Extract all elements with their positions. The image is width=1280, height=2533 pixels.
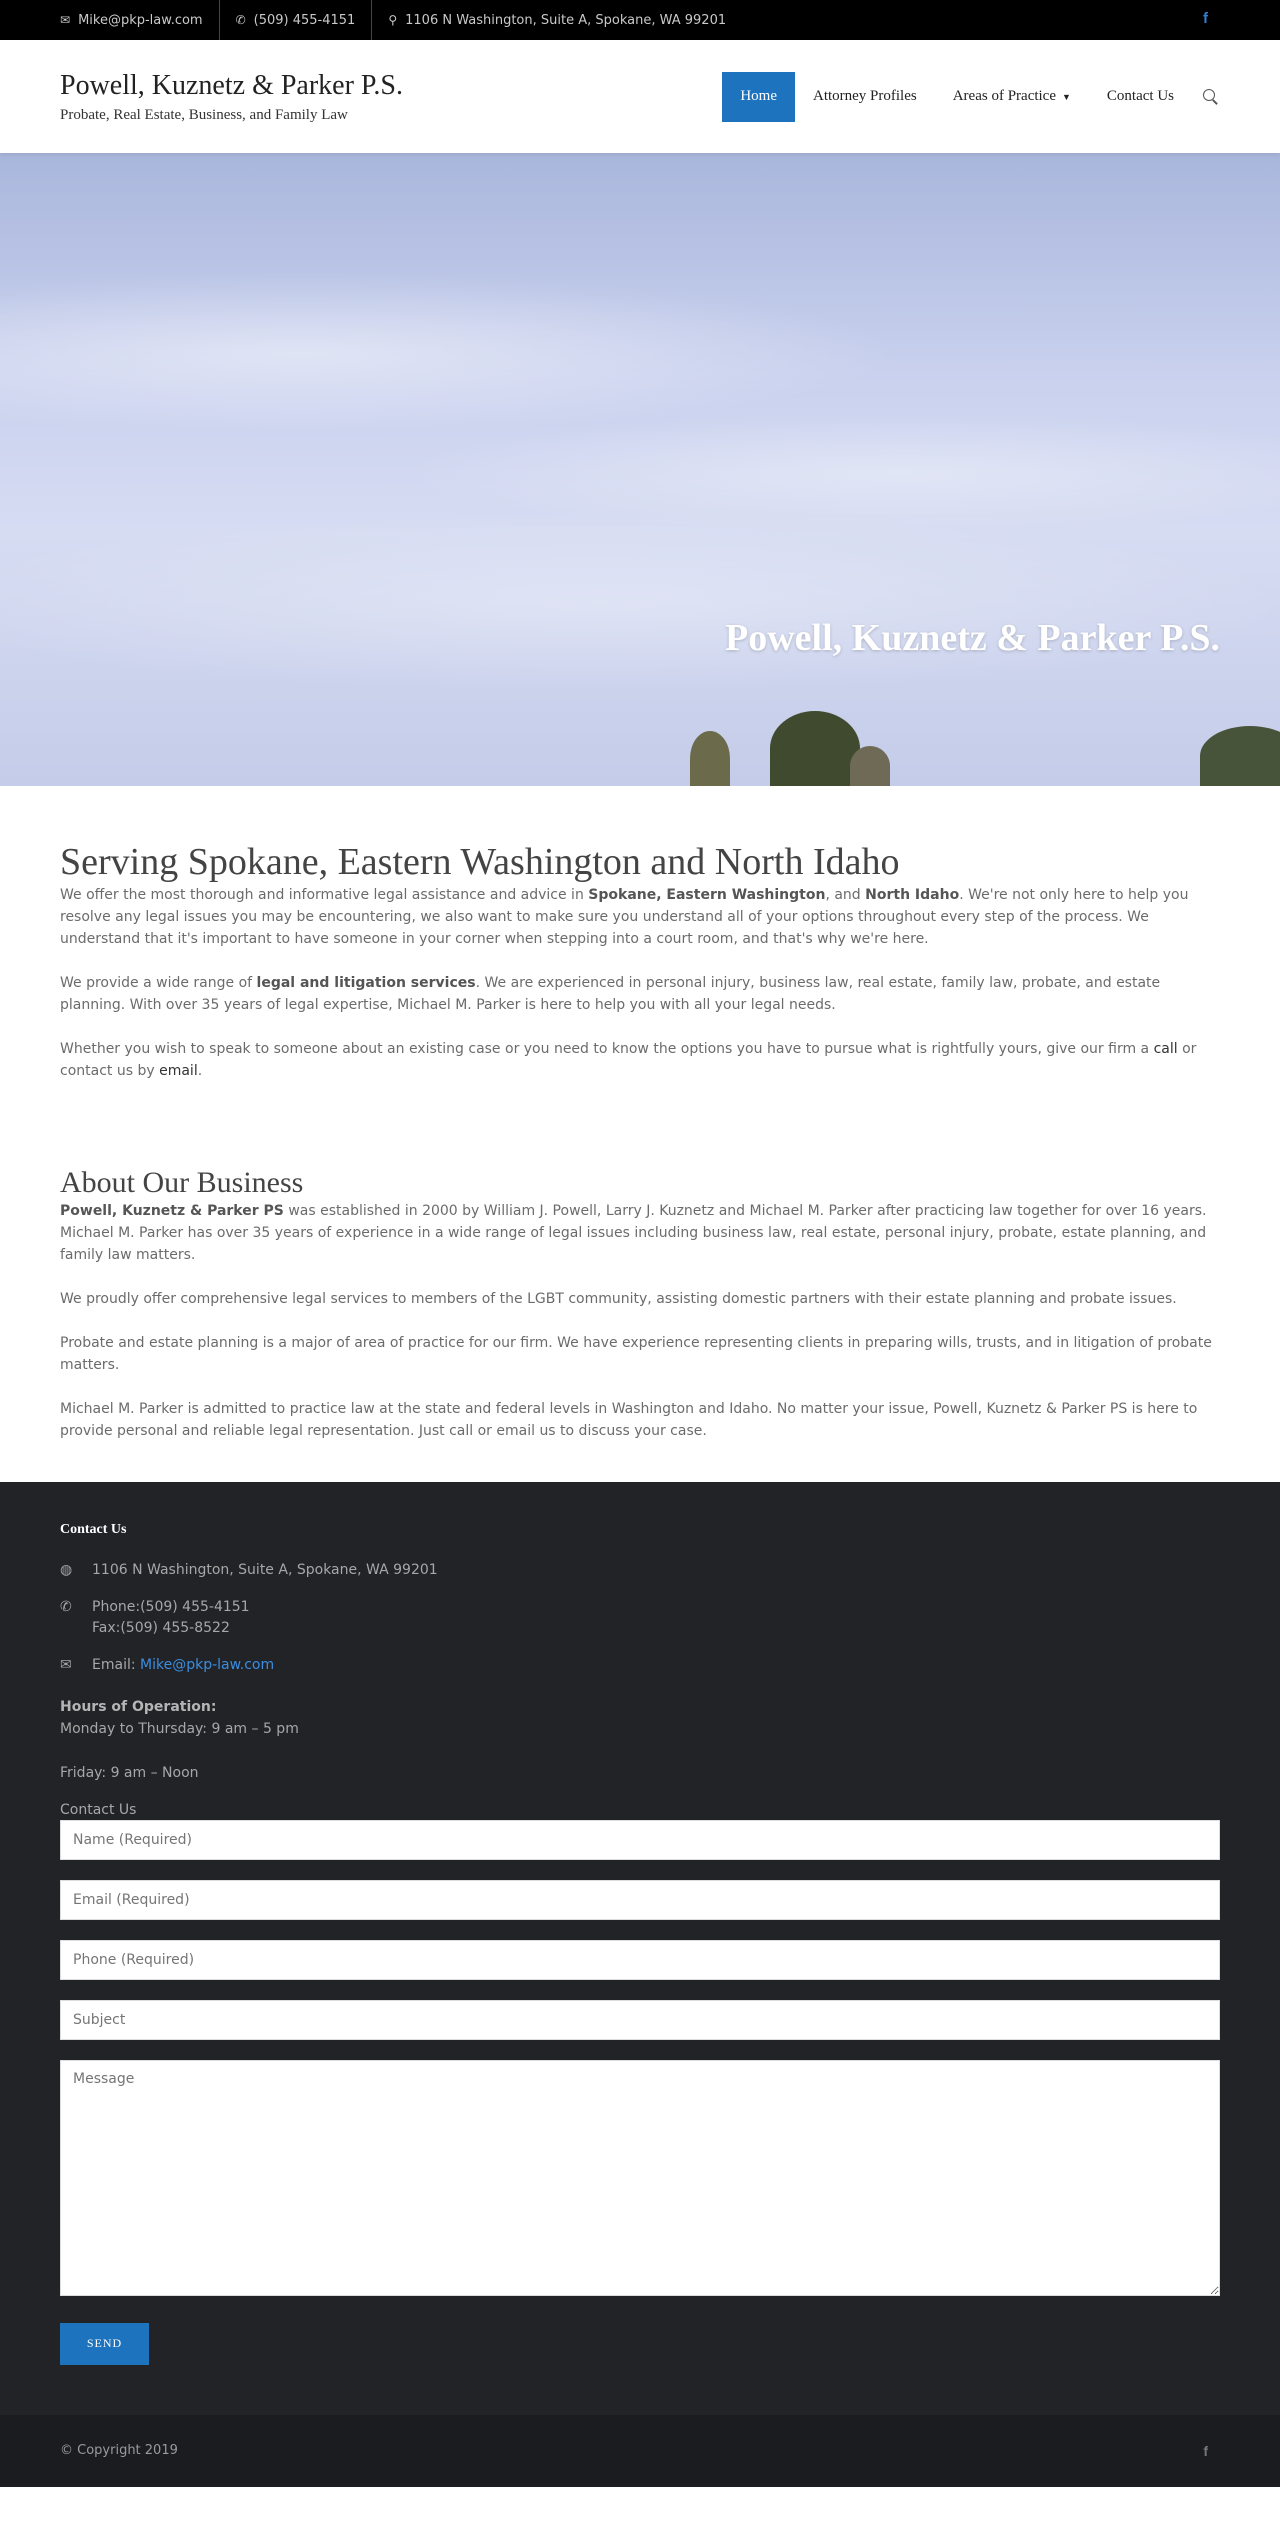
nav-attorney-profiles[interactable]: Attorney Profiles: [812, 88, 917, 104]
serving-paragraph-1: We offer the most thorough and informative legal assistance and advice in Spokane, Eastern Washington, and North Idaho. We're not only here to help you resolve any legal issues you may be encountering, we also want to make sure you understand all of your options throughout every step of the process. We understand that it's important to have someone in your corner when stepping into a court room, and that's why we're here.: [60, 886, 1189, 947]
tree-silhouette: [850, 746, 890, 786]
chevron-down-icon: ▼: [1062, 91, 1071, 102]
phone-icon: ✆: [60, 1598, 72, 1615]
footer-title: Contact Us: [60, 1521, 127, 1537]
phone-icon: ✆: [235, 13, 246, 27]
about-paragraph-2: We proudly offer comprehensive legal services to members of the LGBT community, assisting domestic partners with their estate planning and probate issues.: [60, 1290, 1177, 1307]
facebook-icon[interactable]: f: [1203, 2442, 1208, 2459]
site-title[interactable]: Powell, Kuznetz & Parker P.S.: [60, 70, 403, 102]
main-nav: [722, 40, 1220, 153]
nav-contact-us[interactable]: Contact Us: [1106, 88, 1174, 104]
hero-banner: [0, 153, 1280, 786]
nav-home[interactable]: Home: [722, 72, 795, 122]
phone-field[interactable]: [60, 1940, 1220, 1980]
footer: [0, 1482, 1280, 2415]
envelope-icon: ✉: [60, 13, 71, 27]
bottom-bar: [0, 2415, 1280, 2487]
serving-section: [60, 884, 1220, 1082]
contact-form: [60, 1820, 1220, 2365]
hero-title: Powell, Kuznetz & Parker P.S.: [725, 617, 1220, 659]
email-link[interactable]: email: [159, 1062, 198, 1079]
globe-icon: ◍: [60, 1561, 73, 1578]
about-paragraph-3: Probate and estate planning is a major of area of practice for our firm. We have experience representing clients in preparing wills, trusts, and in litigation of probate matters.: [60, 1334, 1212, 1373]
nav-areas-label: Areas of Practice: [952, 88, 1056, 104]
contact-form-label: Contact Us: [60, 1801, 137, 1818]
topbar-phone-text[interactable]: (509) 455-4151: [253, 12, 356, 28]
footer-email-link[interactable]: Mike@pkp-law.com: [140, 1656, 275, 1673]
footer-fax-text: Fax:(509) 455-8522: [92, 1619, 230, 1636]
topbar-email[interactable]: [60, 0, 220, 40]
call-link[interactable]: call: [1153, 1040, 1178, 1057]
brand[interactable]: [60, 69, 403, 124]
name-field[interactable]: [60, 1820, 1220, 1860]
send-button[interactable]: SEND: [60, 2323, 149, 2365]
hours-label: Hours of Operation:: [60, 1698, 217, 1715]
site-header: [0, 40, 1280, 153]
copyright: © Copyright 2019: [60, 2443, 178, 2459]
serving-paragraph-3: Whether you wish to speak to someone about an existing case or you need to know the options you have to pursue what is rightfully yours, give our firm a call or contact us by email.: [60, 1040, 1197, 1079]
tree-silhouette: [1200, 726, 1280, 786]
email-field[interactable]: [60, 1880, 1220, 1920]
hours-of-operation: [60, 1696, 1220, 1784]
about-heading: About Our Business: [60, 1165, 304, 1199]
topbar-address-text: 1106 N Washington, Suite A, Spokane, WA 99201: [405, 12, 727, 28]
facebook-icon[interactable]: f: [1203, 10, 1208, 27]
subject-field[interactable]: [60, 2000, 1220, 2040]
serving-paragraph-2: We provide a wide range of legal and litigation services. We are experienced in personal injury, business law, real estate, family law, probate, and estate planning. With over 35 years of legal expertise, Michael M. Parker is here to help you with all your legal needs.: [60, 974, 1161, 1013]
footer-phone-text[interactable]: Phone:(509) 455-4151: [92, 1598, 250, 1615]
tree-silhouette: [690, 731, 730, 786]
footer-address: ◍ 1106 N Washington, Suite A, Spokane, WA 99201: [60, 1560, 1220, 1581]
topbar-email-text[interactable]: Mike@pkp-law.com: [78, 12, 203, 28]
hours-friday: Friday: 9 am – Noon: [60, 1764, 199, 1781]
search-icon[interactable]: [1202, 88, 1220, 106]
top-bar: [0, 0, 1280, 40]
tree-silhouette: [770, 711, 860, 786]
map-marker-icon: ⚲: [388, 13, 398, 27]
envelope-open-icon: ✉: [60, 1656, 72, 1673]
message-field[interactable]: [60, 2060, 1220, 2296]
topbar-address: [372, 0, 742, 40]
about-section: [60, 1200, 1220, 1442]
about-paragraph-1: Powell, Kuznetz & Parker PS was established in 2000 by William J. Powell, Larry J. Kuznetz and Michael M. Parker after practicing law together for over 16 years. Michael M. Parker has over 35 years of experience in a wide range of legal issues including business law, real estate, personal injury, probate, estate planning, and family law matters.: [60, 1202, 1207, 1263]
serving-heading: Serving Spokane, Eastern Washington and North Idaho: [60, 841, 900, 883]
main-content: [0, 786, 1280, 1482]
footer-email: ✉ Email: Mike@pkp-law.com: [60, 1655, 1220, 1676]
footer-phone: [60, 1597, 1220, 1639]
about-paragraph-4: Michael M. Parker is admitted to practice law at the state and federal levels in Washington and Idaho. No matter your issue, Powell, Kuznetz & Parker PS is here to provide personal and reliable legal representation. Just call or email us to discuss your case.: [60, 1400, 1198, 1439]
nav-areas-of-practice[interactable]: [935, 72, 1089, 122]
site-tagline: Probate, Real Estate, Business, and Family Law: [60, 106, 348, 123]
topbar-phone[interactable]: [220, 0, 373, 40]
hours-weekday: Monday to Thursday: 9 am – 5 pm: [60, 1720, 299, 1737]
